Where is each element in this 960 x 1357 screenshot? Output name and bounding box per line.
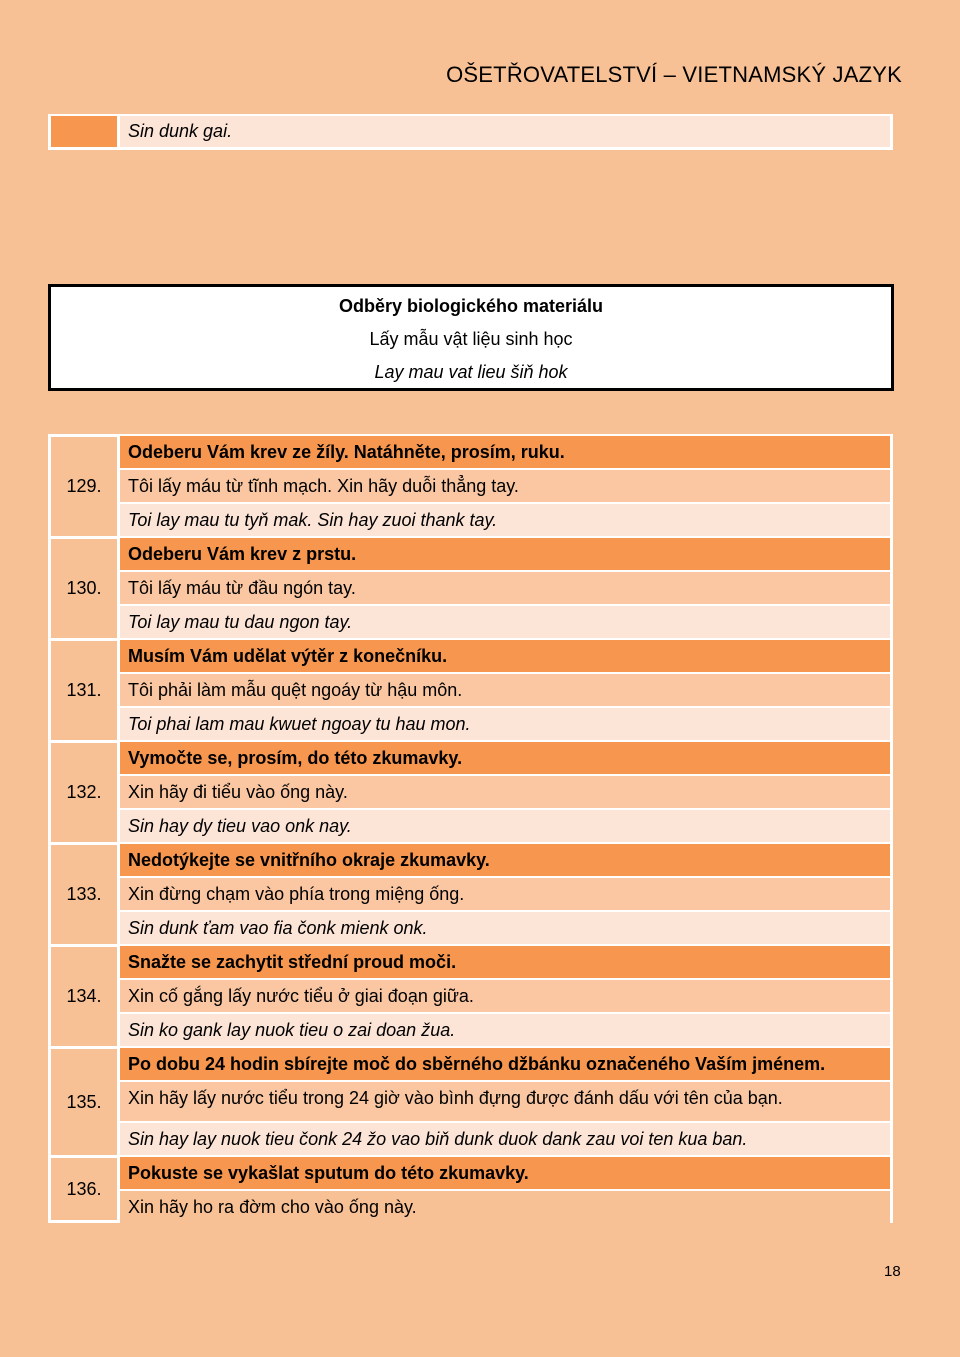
continuation-number-cell bbox=[48, 114, 120, 150]
table-row bbox=[48, 1155, 893, 1223]
vietnamese-phrase: Tôi lấy máu từ tĩnh mạch. Xin hãy duỗi thẳng tay. bbox=[120, 468, 893, 502]
vietnamese-phrase: Tôi lấy máu từ đầu ngón tay. bbox=[120, 570, 893, 604]
czech-phrase: Musím Vám udělat výtěr z konečníku. bbox=[120, 638, 893, 672]
vietnamese-phrase: Tôi phải làm mẫu quệt ngoáy từ hậu môn. bbox=[120, 672, 893, 706]
section-vietnamese: Lấy mẫu vật liệu sinh học bbox=[369, 329, 573, 349]
vietnamese-phrase: Xin đừng chạm vào phía trong miệng ống. bbox=[120, 876, 893, 910]
phrase-table bbox=[48, 434, 893, 1223]
czech-phrase: Odeberu Vám krev ze žíly. Natáhněte, prosím, ruku. bbox=[120, 434, 893, 468]
phonetic-phrase: Sin hay dy tieu vao onk nay. bbox=[120, 808, 893, 842]
page-number: 18 bbox=[884, 1263, 901, 1280]
czech-phrase: Vymočte se, prosím, do této zkumavky. bbox=[120, 740, 893, 774]
continuation-table bbox=[48, 114, 893, 150]
table-row bbox=[48, 1046, 893, 1155]
table-row bbox=[48, 434, 893, 536]
document-header: OŠETŘOVATELSTVÍ – VIETNAMSKÝ JAZYK bbox=[446, 62, 902, 87]
vietnamese-phrase: Xin cố gắng lấy nước tiểu ở giai đoạn giữa. bbox=[120, 978, 893, 1012]
continuation-phonetic: Sin dunk gai. bbox=[120, 114, 893, 150]
phonetic-phrase: Sin dunk ťam vao fia čonk mienk onk. bbox=[120, 910, 893, 944]
entry-number: 130. bbox=[48, 536, 120, 638]
vietnamese-phrase: Xin hãy đi tiểu vào ống này. bbox=[120, 774, 893, 808]
vietnamese-phrase: Xin hãy ho ra đờm cho vào ống này. bbox=[120, 1189, 893, 1223]
section-title: Odběry biologického materiálu bbox=[338, 296, 604, 316]
entry-number: 132. bbox=[48, 740, 120, 842]
table-row bbox=[48, 944, 893, 1046]
table-row bbox=[48, 842, 893, 944]
czech-phrase: Po dobu 24 hodin sbírejte moč do sběrného džbánku označeného Vaším jménem. bbox=[120, 1046, 893, 1080]
phonetic-phrase: Toi lay mau tu dau ngon tay. bbox=[120, 604, 893, 638]
table-row bbox=[48, 638, 893, 740]
table-row bbox=[48, 740, 893, 842]
entry-number: 131. bbox=[48, 638, 120, 740]
entry-number: 135. bbox=[48, 1046, 120, 1155]
entry-number: 136. bbox=[48, 1155, 120, 1223]
czech-phrase: Pokuste se vykašlat sputum do této zkumavky. bbox=[120, 1155, 893, 1189]
section-phonetic: Lay mau vat lieu šiň hok bbox=[374, 362, 568, 382]
czech-phrase: Snažte se zachytit střední proud moči. bbox=[120, 944, 893, 978]
entry-number: 134. bbox=[48, 944, 120, 1046]
phonetic-phrase: Toi phai lam mau kwuet ngoay tu hau mon. bbox=[120, 706, 893, 740]
entry-number: 129. bbox=[48, 434, 120, 536]
phonetic-phrase: Sin hay lay nuok tieu čonk 24 žo vao biň dunk duok dank zau voi ten kua ban. bbox=[120, 1121, 893, 1155]
section-header bbox=[48, 284, 894, 391]
phonetic-phrase: Toi lay mau tu tyň mak. Sin hay zuoi thank tay. bbox=[120, 502, 893, 536]
czech-phrase: Odeberu Vám krev z prstu. bbox=[120, 536, 893, 570]
czech-phrase: Nedotýkejte se vnitřního okraje zkumavky. bbox=[120, 842, 893, 876]
phonetic-phrase: Sin ko gank lay nuok tieu o zai doan žua. bbox=[120, 1012, 893, 1046]
vietnamese-phrase: Xin hãy lấy nước tiểu trong 24 giờ vào bình đựng được đánh dấu với tên của bạn. bbox=[120, 1080, 893, 1121]
table-row bbox=[48, 536, 893, 638]
entry-number: 133. bbox=[48, 842, 120, 944]
